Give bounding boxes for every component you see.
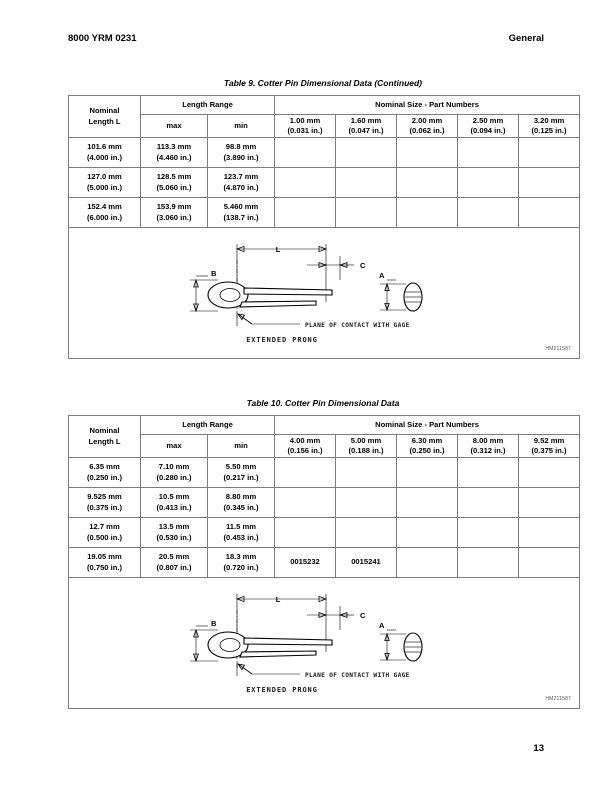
cell-max: 20.5 mm (0.807 in.) xyxy=(141,548,208,578)
cell-part-1 xyxy=(275,168,336,198)
table-10-col-min: min xyxy=(208,435,275,458)
cell-max: 13.5 mm (0.530 in.) xyxy=(141,518,208,548)
cotter-pin-svg xyxy=(174,582,474,694)
cell-nominal: 152.4 mm (6.000 in.) xyxy=(69,198,141,228)
figure-id: HM211587 xyxy=(545,346,572,353)
cell-max: 113.3 mm (4.460 in.) xyxy=(141,138,208,168)
header-document-code: 8000 YRM 0231 xyxy=(68,33,137,44)
table-10 xyxy=(68,415,580,709)
table-9-col-nominal-size: Nominal Size - Part Numbers xyxy=(275,96,580,115)
plane-of-contact-note: PLANE OF CONTACT WITH GAGE xyxy=(305,672,410,679)
cell-max: 10.5 mm (0.413 in.) xyxy=(141,488,208,518)
cell-min: 11.5 mm (0.453 in.) xyxy=(208,518,275,548)
cell-nominal: 101.6 mm (4.000 in.) xyxy=(69,138,141,168)
cell-part-4 xyxy=(458,548,519,578)
dim-label-a: A xyxy=(379,621,385,630)
table-10-col-length-range: Length Range xyxy=(141,416,275,435)
cell-max: 128.5 mm (5.060 in.) xyxy=(141,168,208,198)
table-10-caption: Table 10. Cotter Pin Dimensional Data xyxy=(246,398,400,408)
table-10-col-size-3: 6.30 mm (0.250 in.) xyxy=(397,435,458,458)
figure-title: EXTENDED PRONG xyxy=(246,336,318,344)
cell-min: 8.80 mm (0.345 in.) xyxy=(208,488,275,518)
dim-label-b: B xyxy=(211,269,217,278)
cell-nominal: 127.0 mm (5.000 in.) xyxy=(69,168,141,198)
cell-part-3 xyxy=(397,548,458,578)
cell-part-4 xyxy=(458,198,519,228)
table-10-col-size-1: 4.00 mm (0.156 in.) xyxy=(275,435,336,458)
page-number: 13 xyxy=(533,743,544,754)
cell-part-1 xyxy=(275,488,336,518)
table-9-col-nominal-length: Nominal Length L xyxy=(69,96,141,138)
table-9-header-row-1 xyxy=(69,96,580,115)
cell-nominal: 19.05 mm (0.750 in.) xyxy=(69,548,141,578)
table-row xyxy=(69,548,580,578)
cell-part-4 xyxy=(458,138,519,168)
header-section-title: General xyxy=(508,33,544,44)
cell-part-4 xyxy=(458,488,519,518)
dim-label-a: A xyxy=(379,271,385,280)
cell-min: 98.8 mm (3.890 in.) xyxy=(208,138,275,168)
cell-nominal: 12.7 mm (0.500 in.) xyxy=(69,518,141,548)
cell-part-3 xyxy=(397,198,458,228)
cell-part-1 xyxy=(275,458,336,488)
table-9 xyxy=(68,95,580,359)
cotter-pin-diagram xyxy=(69,228,579,358)
table-10-col-nominal-length: Nominal Length L xyxy=(69,416,141,458)
table-9-col-max: max xyxy=(141,115,208,138)
table-row xyxy=(69,168,580,198)
table-9-col-size-5: 3.20 mm (0.125 in.) xyxy=(519,115,580,138)
table-9-header-row-2 xyxy=(69,115,580,138)
table-row xyxy=(69,488,580,518)
table-10-block xyxy=(68,398,578,709)
table-9-col-min: min xyxy=(208,115,275,138)
cell-part-3 xyxy=(397,458,458,488)
cell-max: 153.9 mm (3.060 in.) xyxy=(141,198,208,228)
table-10-col-nominal-size: Nominal Size - Part Numbers xyxy=(275,416,580,435)
table-9-col-size-3: 2.00 mm (0.062 in.) xyxy=(397,115,458,138)
cell-part-5 xyxy=(519,548,580,578)
cell-part-1 xyxy=(275,518,336,548)
cell-part-5 xyxy=(519,168,580,198)
table-9-col-size-4: 2.50 mm (0.094 in.) xyxy=(458,115,519,138)
cell-part-3 xyxy=(397,168,458,198)
cell-nominal: 9.525 mm (0.375 in.) xyxy=(69,488,141,518)
cell-max: 7.10 mm (0.280 in.) xyxy=(141,458,208,488)
cell-part-2 xyxy=(336,138,397,168)
table-9-col-length-range: Length Range xyxy=(141,96,275,115)
dim-label-l: L xyxy=(275,245,281,254)
cell-min: 5.460 mm (138.7 in.) xyxy=(208,198,275,228)
table-10-col-max: max xyxy=(141,435,208,458)
cell-part-2: 0015241 xyxy=(336,548,397,578)
table-10-col-size-5: 9.52 mm (0.375 in.) xyxy=(519,435,580,458)
figure-title: EXTENDED PRONG xyxy=(246,686,318,694)
cell-part-5 xyxy=(519,518,580,548)
table-10-header-row-2 xyxy=(69,435,580,458)
cell-part-2 xyxy=(336,198,397,228)
cell-part-1 xyxy=(275,198,336,228)
table-row xyxy=(69,518,580,548)
table-10-col-size-4: 8.00 mm (0.312 in.) xyxy=(458,435,519,458)
cell-part-3 xyxy=(397,518,458,548)
table-10-figure-cell xyxy=(69,578,580,709)
cell-part-5 xyxy=(519,198,580,228)
table-9-figure-row xyxy=(69,228,580,359)
cell-part-5 xyxy=(519,138,580,168)
table-9-figure-cell xyxy=(69,228,580,359)
table-10-figure-row xyxy=(69,578,580,709)
cell-part-5 xyxy=(519,488,580,518)
table-9-col-size-2: 1.60 mm (0.047 in.) xyxy=(336,115,397,138)
cell-part-4 xyxy=(458,168,519,198)
cell-part-2 xyxy=(336,458,397,488)
table-10-header-row-1 xyxy=(69,416,580,435)
dim-label-c: C xyxy=(360,261,366,270)
table-9-block xyxy=(68,78,578,359)
figure-id: HM211587 xyxy=(545,696,572,703)
table-9-caption: Table 9. Cotter Pin Dimensional Data (Continued) xyxy=(223,78,423,88)
page-header xyxy=(68,33,544,44)
cell-part-2 xyxy=(336,518,397,548)
cell-part-1: 0015232 xyxy=(275,548,336,578)
plane-of-contact-note: PLANE OF CONTACT WITH GAGE xyxy=(305,322,410,329)
cotter-pin-svg xyxy=(174,232,474,344)
cell-part-2 xyxy=(336,488,397,518)
cell-part-4 xyxy=(458,458,519,488)
dim-label-l: L xyxy=(275,595,281,604)
cell-part-4 xyxy=(458,518,519,548)
cell-part-3 xyxy=(397,488,458,518)
dim-label-b: B xyxy=(211,619,217,628)
cell-part-5 xyxy=(519,458,580,488)
cell-part-1 xyxy=(275,138,336,168)
dim-label-c: C xyxy=(360,611,366,620)
cotter-pin-diagram xyxy=(69,578,579,708)
cell-min: 5.50 mm (0.217 in.) xyxy=(208,458,275,488)
cell-nominal: 6.35 mm (0.250 in.) xyxy=(69,458,141,488)
cell-min: 123.7 mm (4.870 in.) xyxy=(208,168,275,198)
cell-min: 18.3 mm (0.720 in.) xyxy=(208,548,275,578)
table-9-col-size-1: 1.00 mm (0.031 in.) xyxy=(275,115,336,138)
cell-part-3 xyxy=(397,138,458,168)
table-row xyxy=(69,458,580,488)
cell-part-2 xyxy=(336,168,397,198)
table-row xyxy=(69,138,580,168)
table-10-col-size-2: 5.00 mm (0.188 in.) xyxy=(336,435,397,458)
table-row xyxy=(69,198,580,228)
